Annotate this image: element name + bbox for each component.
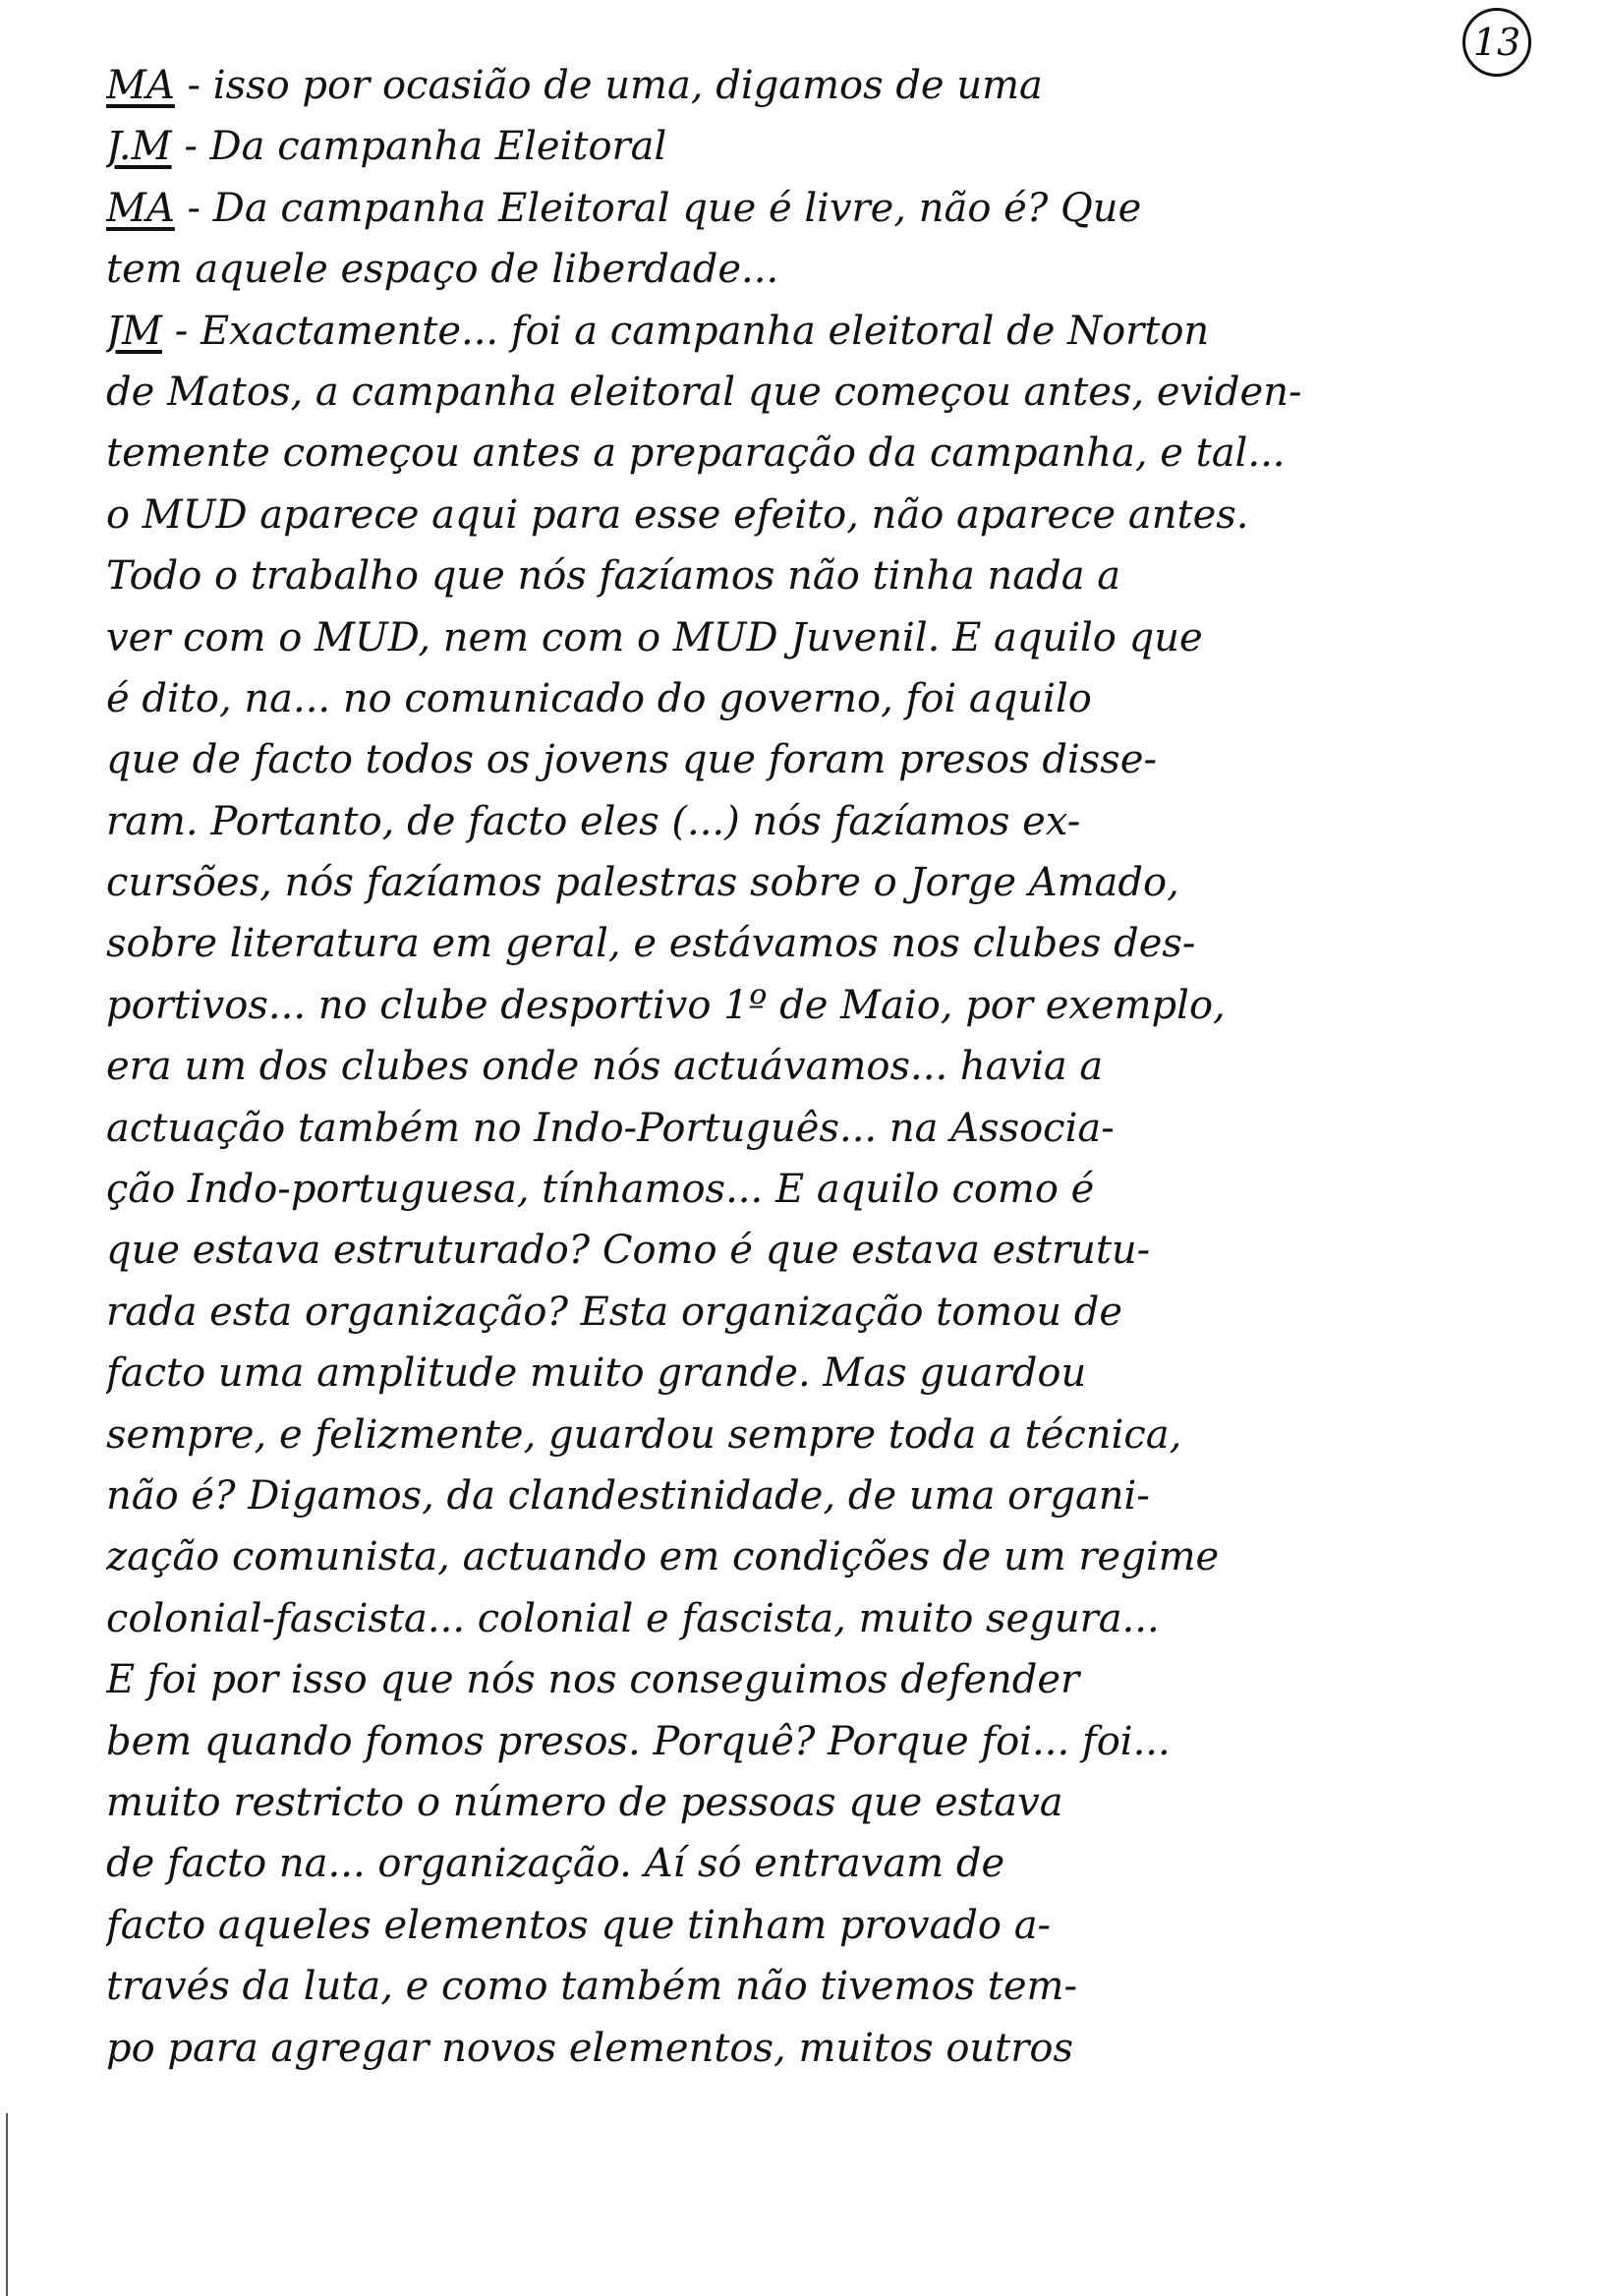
line-text: - Da campanha Eleitoral xyxy=(171,124,667,170)
line-text: colonial-fascista... colonial e fascista, muito segura... xyxy=(106,1595,1160,1641)
line-text: facto aqueles elementos que tinham provado a- xyxy=(106,1902,1052,1948)
page-edge-mark xyxy=(6,2113,8,2296)
transcript-line xyxy=(106,1649,1580,1710)
line-text: ver com o MUD, nem com o MUD Juvenil. E aquilo que xyxy=(106,614,1203,660)
transcript-line xyxy=(106,1526,1580,1587)
transcript-line xyxy=(106,116,1580,177)
transcript-line xyxy=(106,668,1580,729)
line-text: não é? Digamos, da clandestinidade, de uma organi- xyxy=(106,1472,1150,1519)
line-text: facto uma amplitude muito grande. Mas guardou xyxy=(106,1350,1087,1397)
line-text: cursões, nós fazíamos palestras sobre o Jorge Amado, xyxy=(106,860,1179,906)
transcript-line xyxy=(106,545,1580,606)
line-text: muito restricto o número de pessoas que estava xyxy=(106,1779,1063,1825)
transcript-line xyxy=(106,178,1580,239)
transcript-line xyxy=(106,1588,1580,1649)
line-text: E foi por isso que nós nos conseguimos defender xyxy=(106,1657,1080,1703)
transcript-line xyxy=(106,1036,1580,1097)
speaker-label: MA xyxy=(106,185,175,231)
line-text: sempre, e felizmente, guardou sempre toda a técnica, xyxy=(106,1411,1182,1458)
line-text: o MUD aparece aqui para esse efeito, não aparece antes. xyxy=(106,491,1249,538)
line-text: era um dos clubes onde nós actuávamos... havia a xyxy=(106,1044,1104,1090)
transcript-line xyxy=(106,729,1580,790)
page-number: 13 xyxy=(1462,8,1531,77)
line-text: bem quando fomos presos. Porquê? Porque foi... foi... xyxy=(106,1718,1171,1764)
line-text: través da luta, e como também não tivemos tem- xyxy=(106,1964,1077,2010)
line-text: - Da campanha Eleitoral que é livre, não é? Que xyxy=(174,185,1142,231)
line-text: tem aquele espaço de liberdade... xyxy=(106,247,779,293)
transcript-line xyxy=(106,1098,1580,1159)
transcript-lines xyxy=(106,55,1580,2079)
line-text: - Exactamente... foi a campanha eleitoral de Norton xyxy=(162,308,1210,354)
transcript-line xyxy=(106,1282,1580,1343)
transcript-line xyxy=(106,1895,1580,1956)
transcript-line xyxy=(106,975,1580,1036)
line-text: de Matos, a campanha eleitoral que começou antes, eviden- xyxy=(106,369,1302,415)
line-text: que de facto todos os jovens que foram presos disse- xyxy=(106,737,1157,783)
transcript-line xyxy=(106,1956,1580,2017)
transcript-line xyxy=(106,301,1580,362)
transcript-line xyxy=(106,913,1580,974)
transcript-line xyxy=(106,485,1580,545)
transcript-line xyxy=(106,362,1580,423)
line-text: zação comunista, actuando em condições de um regime xyxy=(106,1534,1220,1580)
transcript-line xyxy=(106,55,1580,116)
line-text: portivos... no clube desportivo 1º de Maio, por exemplo, xyxy=(106,982,1226,1028)
transcript-line xyxy=(106,1711,1580,1772)
line-text: rada esta organização? Esta organização tomou de xyxy=(106,1289,1123,1335)
transcript-line xyxy=(106,2018,1580,2079)
line-text: ção Indo-portuguesa, tínhamos... E aquilo como é xyxy=(106,1167,1095,1213)
transcript-line xyxy=(106,1159,1580,1220)
transcript-line xyxy=(106,1405,1580,1465)
speaker-label: MA xyxy=(106,63,175,108)
transcript-line xyxy=(106,423,1580,484)
line-text: temente começou antes a preparação da campanha, e tal... xyxy=(106,430,1286,477)
line-text: é dito, na... no comunicado do governo, foi aquilo xyxy=(106,675,1092,721)
transcript-line xyxy=(106,852,1580,913)
speaker-label: J.M xyxy=(106,124,172,170)
line-text: actuação também no Indo-Português... na Associa- xyxy=(106,1105,1115,1151)
line-text: de facto na... organização. Aí só entravam de xyxy=(106,1841,1005,1887)
transcript-line xyxy=(106,1833,1580,1894)
transcript-line xyxy=(106,607,1580,668)
transcript-line xyxy=(106,1772,1580,1833)
line-text: po para agregar novos elementos, muitos outros xyxy=(106,2025,1073,2071)
transcript-line xyxy=(106,1220,1580,1281)
speaker-label: JM xyxy=(106,308,162,354)
transcript-line xyxy=(106,1465,1580,1526)
transcript-line xyxy=(106,791,1580,852)
transcript-line xyxy=(106,239,1580,300)
line-text: Todo o trabalho que nós fazíamos não tinha nada a xyxy=(106,553,1121,600)
line-text: ram. Portanto, de facto eles (...) nós fazíamos ex- xyxy=(106,798,1081,844)
transcript-line xyxy=(106,1343,1580,1404)
line-text: sobre literatura em geral, e estávamos nos clubes des- xyxy=(106,921,1196,967)
line-text: - isso por ocasião de uma, digamos de uma xyxy=(174,63,1043,108)
line-text: que estava estruturado? Como é que estava estrutu- xyxy=(106,1228,1151,1274)
